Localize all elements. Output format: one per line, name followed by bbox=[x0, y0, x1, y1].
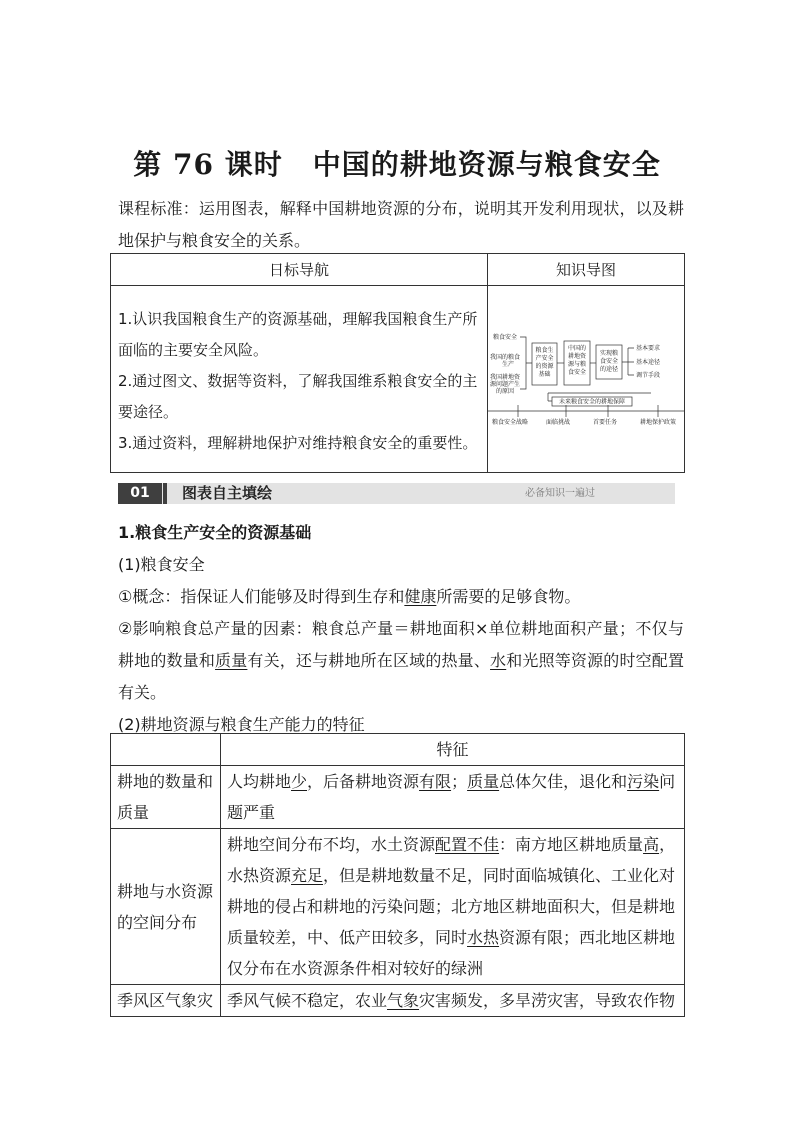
section-number-badge: 01 bbox=[118, 483, 162, 504]
mindmap-cell bbox=[488, 286, 685, 473]
text-run: 人均耕地 bbox=[227, 772, 292, 791]
text-run: 总体欠佳，退化和 bbox=[499, 772, 628, 791]
mm-label: 粮食安全 bbox=[493, 334, 518, 341]
mm-label: 生产 bbox=[502, 361, 515, 368]
underlined-term: 质量 bbox=[467, 772, 500, 791]
text-run: ，但是耕地数量不足，同时面临城镇化、工业化对耕地的侵占和耕地的污染问题；北方地区耕地面积大，但是耕地质量较差，中、低产田较多，同时 bbox=[227, 866, 676, 947]
heading-resource-base: 1.粮食生产安全的资源基础 bbox=[118, 523, 312, 542]
row-label: 耕地的数量和质量 bbox=[111, 766, 221, 829]
mm-label: 的途径 bbox=[599, 366, 619, 373]
goal-item: 3.通过资料，理解耕地保护对维持粮食安全的重要性。 bbox=[118, 434, 478, 452]
mm-label: 实现粮 bbox=[599, 350, 619, 357]
row-description bbox=[221, 985, 685, 1017]
text-run: 和光照等资源的时空配置有关。 bbox=[118, 651, 684, 702]
goals-header: 日标导航 bbox=[111, 254, 488, 286]
table-corner-cell bbox=[111, 734, 221, 766]
underlined-term: 水 bbox=[490, 651, 507, 670]
row-label: 耕地与水资源的空间分布 bbox=[111, 829, 221, 985]
underlined-term: 高 bbox=[643, 835, 660, 854]
mm-label: 未来粮食安全的耕地保障 bbox=[558, 398, 626, 406]
goal-item: 1.认识我国粮食生产的资源基础，理解我国粮食生产所面临的主要安全风险。 bbox=[118, 310, 478, 359]
underlined-term: 质量 bbox=[215, 651, 248, 670]
feature-table bbox=[110, 733, 685, 1017]
mm-label: 粮食安全战略 bbox=[491, 419, 529, 426]
text-run: 季风气候不稳定，农业 bbox=[227, 991, 388, 1010]
text-run: ②影响粮食总产量的因素：粮食总产量＝耕地面积×单位耕地面积产量；不仅与耕地的数量和 bbox=[118, 619, 684, 670]
mm-label: 的资源 bbox=[535, 363, 554, 370]
knowledge-mindmap bbox=[488, 325, 684, 429]
table-row bbox=[111, 766, 685, 829]
mm-label: 调节手段 bbox=[636, 372, 661, 379]
text-run: ：南方地区耕地质量 bbox=[499, 835, 644, 854]
underlined-term: 水热 bbox=[467, 928, 500, 947]
text-run: ； bbox=[451, 772, 468, 791]
mm-label: 我国耕地资 bbox=[490, 374, 521, 381]
underlined-term: 有限 bbox=[419, 772, 452, 791]
underlined-term: 充足 bbox=[291, 866, 324, 885]
text-run: 灾害频发，多旱涝灾害，导致农作物 bbox=[419, 991, 676, 1010]
mm-label: 首要任务 bbox=[592, 419, 618, 426]
curriculum-standard: 课程标准：运用图表，解释中国耕地资源的分布，说明其开发利用现状，以及耕地保护与粮食安全的关系。 bbox=[118, 199, 684, 250]
table-header-row bbox=[111, 734, 685, 766]
table-row bbox=[111, 829, 685, 985]
underlined-term: 配置 bbox=[435, 835, 468, 854]
subheading-food-security: (1)粮食安全 bbox=[118, 555, 205, 574]
text-run: 所需要的足够食物。 bbox=[436, 587, 581, 606]
text-run: 资源有限；西北地区耕地仅分布在水资源条件相对较好的绿洲 bbox=[227, 928, 676, 978]
text-run: 有关，还与耕地所在区域的热量、 bbox=[247, 651, 491, 670]
badge-divider bbox=[163, 483, 167, 504]
mm-label: 基本要求 bbox=[636, 345, 661, 352]
paragraph-factors bbox=[118, 613, 684, 709]
mindmap-header: 知识导图 bbox=[488, 254, 685, 286]
mm-label: 食安全 bbox=[599, 358, 619, 365]
row-label: 季风区气象灾 bbox=[111, 985, 221, 1017]
mm-label: 面临挑战 bbox=[545, 419, 571, 426]
mm-label: 我国的粮食 bbox=[490, 354, 521, 361]
mm-label: 源问题产生 bbox=[490, 381, 521, 388]
subheading-features: (2)耕地资源与粮食生产能力的特征 bbox=[118, 715, 365, 734]
table-row bbox=[111, 985, 685, 1017]
text-run: ①概念：指保证人们能够及时得到生存和 bbox=[118, 587, 405, 606]
underlined-term: 污染 bbox=[627, 772, 660, 791]
mm-label: 耕地保护政策 bbox=[639, 419, 677, 426]
section-content bbox=[118, 517, 684, 741]
feature-header: 特征 bbox=[221, 734, 685, 766]
page-title bbox=[0, 143, 794, 183]
goal-item: 2.通过图文、数据等资料，了解我国维系粮食安全的主要途径。 bbox=[118, 372, 478, 421]
mm-label: 中国的 bbox=[567, 345, 587, 352]
text-run: 耕地空间分布不均，水土资源 bbox=[227, 835, 436, 854]
mm-label: 耕地资 bbox=[567, 353, 587, 360]
underlined-term: 少 bbox=[291, 772, 308, 791]
mm-label: 基本途径 bbox=[636, 359, 661, 366]
lesson-number: 第 76 课时 bbox=[133, 147, 283, 181]
mm-label: 粮食生 bbox=[535, 347, 554, 354]
mm-label: 基础 bbox=[538, 371, 551, 378]
section-banner bbox=[118, 483, 675, 504]
mm-label: 源与粮 bbox=[567, 361, 587, 368]
underlined-term: 不佳 bbox=[467, 835, 500, 854]
lesson-title: 中国的耕地资源与粮食安全 bbox=[312, 147, 661, 181]
goals-cell bbox=[111, 286, 488, 473]
row-description bbox=[221, 829, 685, 985]
underlined-term: 气象 bbox=[387, 991, 420, 1010]
section-title: 图表自主填绘 bbox=[182, 484, 273, 502]
text-run: ，后备耕地资源 bbox=[307, 772, 420, 791]
mm-label: 产安全 bbox=[535, 355, 554, 362]
paragraph-concept bbox=[118, 581, 684, 613]
text-run: ，水热资源 bbox=[227, 835, 676, 885]
underlined-term: 健康 bbox=[404, 587, 437, 606]
goals-table bbox=[110, 253, 685, 473]
mm-label: 的原因 bbox=[496, 388, 515, 395]
section-tag: 必备知识一遍过 bbox=[525, 488, 595, 499]
row-description bbox=[221, 766, 685, 829]
mm-label: 食安全 bbox=[567, 369, 587, 376]
text-run: 问题严重 bbox=[227, 772, 676, 822]
